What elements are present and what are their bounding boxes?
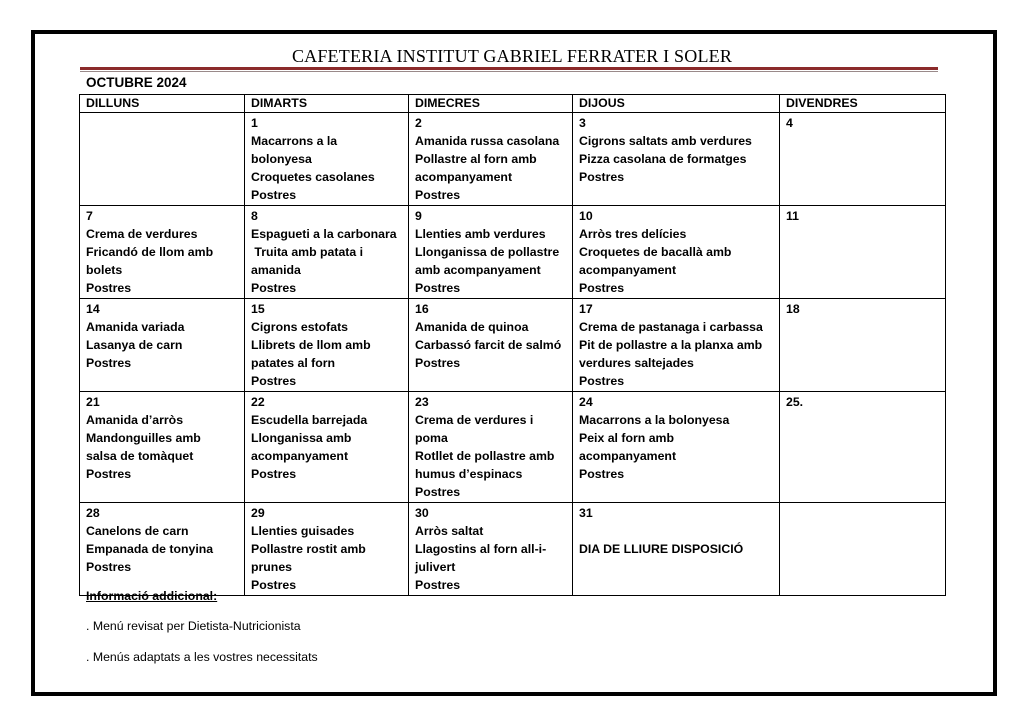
weekday-header: DILLUNS — [80, 95, 245, 113]
day-cell — [409, 392, 573, 503]
menu-item: Llagostins al forn all-i- — [415, 542, 547, 556]
day-cell — [80, 392, 245, 503]
day-number: 10 — [579, 209, 593, 223]
menu-item: Canelons de carn — [86, 524, 189, 538]
menu-item: Mandonguilles amb — [86, 431, 201, 445]
menu-item: prunes — [251, 560, 292, 574]
weekday-header: DIJOUS — [573, 95, 780, 113]
menu-item: Arròs saltat — [415, 524, 484, 538]
day-cell — [245, 503, 409, 596]
menu-item: Amanida variada — [86, 320, 185, 334]
day-cell — [780, 503, 946, 596]
week-row — [80, 113, 946, 206]
day-cell — [780, 392, 946, 503]
day-cell — [80, 503, 245, 596]
menu-item: amanida — [251, 263, 301, 277]
additional-info-title: Informació addicional: — [86, 589, 218, 603]
menu-item: Macarrons a la bolonyesa — [579, 413, 730, 427]
month-label: OCTUBRE 2024 — [86, 75, 187, 90]
day-number: 31 — [579, 506, 593, 520]
menu-item: Espagueti a la carbonara — [251, 227, 397, 241]
menu-item: Crema de verdures i — [415, 413, 534, 427]
menu-item: Postres — [251, 467, 297, 481]
menu-item: Pizza casolana de formatges — [579, 152, 747, 166]
menu-item: Postres — [86, 467, 132, 481]
weekday-header: DIMECRES — [409, 95, 573, 113]
menu-item: acompanyament — [579, 263, 677, 277]
menu-item: Rotllet de pollastre amb — [415, 449, 555, 463]
day-cell — [245, 392, 409, 503]
menu-item: poma — [415, 431, 448, 445]
menu-item: Llibrets de llom amb — [251, 338, 371, 352]
menu-item: Postres — [415, 356, 461, 370]
week-row — [80, 299, 946, 392]
day-number: 21 — [86, 395, 100, 409]
menu-item: Llonganissa amb — [251, 431, 352, 445]
day-cell — [573, 299, 780, 392]
day-number: 17 — [579, 302, 593, 316]
menu-item: Cigrons saltats amb verdures — [579, 134, 752, 148]
weekday-header: DIMARTS — [245, 95, 409, 113]
day-number: 24 — [579, 395, 593, 409]
day-cell — [245, 299, 409, 392]
menu-item: Postres — [579, 170, 625, 184]
menu-item: Postres — [251, 188, 297, 202]
day-cell — [573, 206, 780, 299]
day-number: 18 — [786, 302, 800, 316]
week-row — [80, 392, 946, 503]
menu-item: Amanida d’arròs — [86, 413, 184, 427]
day-number: 25. — [786, 395, 804, 409]
menu-item: DIA DE LLIURE DISPOSICIÓ — [579, 542, 744, 556]
menu-item: Crema de pastanaga i carbassa — [579, 320, 763, 334]
day-number: 30 — [415, 506, 429, 520]
day-number: 11 — [786, 209, 799, 223]
day-number: 15 — [251, 302, 265, 316]
day-number: 2 — [415, 116, 422, 130]
day-cell — [573, 503, 780, 596]
day-number: 22 — [251, 395, 265, 409]
day-cell — [409, 299, 573, 392]
menu-item: Amanida de quinoa — [415, 320, 529, 334]
menu-item: bolets — [86, 263, 123, 277]
info-note: . Menú revisat per Dietista-Nutricionista — [86, 619, 301, 633]
day-number: 3 — [579, 116, 586, 130]
day-cell — [80, 113, 245, 206]
day-cell — [780, 299, 946, 392]
weekday-header-row — [80, 95, 946, 113]
day-cell — [80, 206, 245, 299]
menu-item: Pit de pollastre a la planxa amb — [579, 338, 763, 352]
weekday-header: DIVENDRES — [780, 95, 946, 113]
info-note: . Menús adaptats a les vostres necessitats — [86, 650, 318, 664]
menu-item: Escudella barrejada — [251, 413, 368, 427]
day-cell — [245, 113, 409, 206]
menu-item: acompanyament — [251, 449, 349, 463]
menu-item: Postres — [251, 281, 297, 295]
menu-item: Postres — [579, 467, 625, 481]
menu-item — [579, 522, 773, 540]
menu-item: Crema de verdures — [86, 227, 198, 241]
menu-item: Postres — [579, 374, 625, 388]
day-number: 4 — [786, 116, 793, 130]
menu-item: acompanyament — [579, 449, 677, 463]
day-number: 8 — [251, 209, 258, 223]
menu-item: Amanida russa casolana — [415, 134, 560, 148]
menu-item: Fricandó de llom amb — [86, 245, 214, 259]
menu-item: Croquetes casolanes — [251, 170, 375, 184]
day-cell — [409, 206, 573, 299]
menu-item: Postres — [86, 281, 132, 295]
menu-item: Llonganissa de pollastre — [415, 245, 560, 259]
day-cell — [245, 206, 409, 299]
day-number: 9 — [415, 209, 422, 223]
day-cell — [80, 299, 245, 392]
title-divider — [80, 67, 938, 70]
week-row — [80, 503, 946, 596]
menu-item: Postres — [415, 281, 461, 295]
menu-item: patates al forn — [251, 356, 336, 370]
menu-item: Llenties guisades — [251, 524, 355, 538]
menu-item: salsa de tomàquet — [86, 449, 194, 463]
menu-item: Postres — [415, 188, 461, 202]
day-cell — [409, 503, 573, 596]
menu-item: Postres — [579, 281, 625, 295]
title-divider-shadow — [80, 71, 938, 72]
cafeteria-title: CAFETERIA INSTITUT GABRIEL FERRATER I SOLER — [291, 46, 733, 66]
menu-item: Arròs tres delícies — [579, 227, 687, 241]
menu-item: bolonyesa — [251, 152, 312, 166]
day-cell — [780, 113, 946, 206]
week-row — [80, 206, 946, 299]
day-cell — [780, 206, 946, 299]
menu-item: Postres — [86, 560, 132, 574]
menu-item: Macarrons a la — [251, 134, 338, 148]
menu-item: julivert — [415, 560, 456, 574]
day-number: 23 — [415, 395, 429, 409]
day-number: 7 — [86, 209, 93, 223]
day-number: 28 — [86, 506, 100, 520]
menu-calendar — [79, 94, 946, 596]
menu-item: Postres — [86, 356, 132, 370]
day-cell — [573, 392, 780, 503]
menu-item: Truita amb patata i — [251, 245, 364, 259]
menu-item: Postres — [415, 578, 461, 592]
menu-item: Pollastre al forn amb — [415, 152, 537, 166]
menu-item: Lasanya de carn — [86, 338, 183, 352]
menu-item: Empanada de tonyina — [86, 542, 214, 556]
day-cell — [573, 113, 780, 206]
day-number: 1 — [251, 116, 258, 130]
menu-item: Postres — [251, 578, 297, 592]
menu-item: Carbassó farcit de salmó — [415, 338, 562, 352]
menu-item: acompanyament — [415, 170, 513, 184]
day-number: 14 — [86, 302, 100, 316]
menu-item: Pollastre rostit amb — [251, 542, 366, 556]
menu-item: Peix al forn amb — [579, 431, 674, 445]
menu-item: Postres — [415, 485, 461, 499]
menu-item: verdures saltejades — [579, 356, 694, 370]
menu-item: Postres — [251, 374, 297, 388]
day-cell — [409, 113, 573, 206]
menu-item: humus d’espinacs — [415, 467, 523, 481]
menu-item: Cigrons estofats — [251, 320, 349, 334]
menu-item: Croquetes de bacallà amb — [579, 245, 732, 259]
menu-item: Llenties amb verdures — [415, 227, 546, 241]
day-number: 29 — [251, 506, 265, 520]
menu-item: amb acompanyament — [415, 263, 541, 277]
day-number: 16 — [415, 302, 429, 316]
